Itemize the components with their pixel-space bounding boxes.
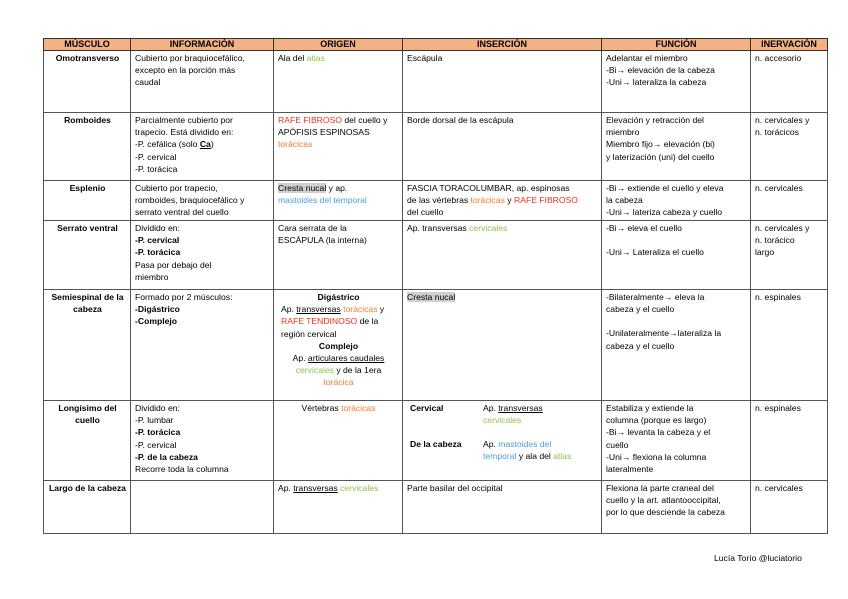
info-line: excepto en la porción más <box>135 65 236 76</box>
info-line: Parcialmente cubierto por <box>135 115 233 125</box>
muscle-name: Esplenio <box>44 181 131 221</box>
info-cell <box>131 290 274 401</box>
info-line: Dividido en: <box>135 223 180 233</box>
cervicales-term: cervicales <box>469 223 508 233</box>
origin-text: y <box>377 304 385 315</box>
info-line: Recorre toda la columna <box>135 464 229 475</box>
info-cell <box>131 401 274 481</box>
transversas-term: transversas <box>293 483 338 493</box>
toracicas-term: torácicas <box>470 195 505 206</box>
header-musculo: MÚSCULO <box>44 39 131 51</box>
rafe-tendinoso-term: RAFE TENDINOSO <box>281 316 358 327</box>
info-line: -Complejo <box>135 316 178 327</box>
cervicales-term: cervicales <box>340 483 379 493</box>
function-cell <box>602 221 751 290</box>
innervation-line: n. accesorio <box>755 53 802 63</box>
function-line: Flexiona la parte craneal del <box>606 483 714 493</box>
function-line: por lo que desciende la cabeza <box>606 507 725 518</box>
transversas-term: transversas <box>498 403 543 413</box>
origin-text: ESCÁPULA (la interna) <box>278 235 367 246</box>
insertion-text: FASCIA TORACOLUMBAR, ap. espinosas <box>407 183 570 193</box>
function-line: miembro <box>606 127 640 138</box>
row-serrato-ventral <box>44 221 828 290</box>
function-cell <box>602 290 751 401</box>
innervation-line: n. torácicos <box>755 127 799 138</box>
origin-subtable <box>278 291 399 389</box>
header-informacion: INFORMACIÓN <box>131 39 274 51</box>
info-line: -P. torácica <box>135 163 178 174</box>
function-line: -Uni→ Lateraliza el cuello <box>606 247 704 258</box>
complejo-origin <box>278 352 399 389</box>
origin-text: Ap. <box>278 483 294 493</box>
origin-text: Ap. <box>281 304 297 315</box>
innervation-line: n. cervicales <box>755 483 803 493</box>
info-cell <box>131 113 274 181</box>
function-line: Miembro fijo→ elevación (bi) <box>606 139 715 150</box>
cabeza-insertion <box>480 438 598 462</box>
origin-text: Cara serrata de la <box>278 223 347 233</box>
origin-cell <box>274 481 403 534</box>
info-line: Cubierto por trapecio, <box>135 183 218 193</box>
info-line: -P. de la cabeza <box>135 451 198 462</box>
origin-cell <box>274 113 403 181</box>
cresta-nucal-term: Cresta nucal <box>407 292 456 302</box>
innervation-line: largo <box>755 247 775 258</box>
info-line: -P. torácica <box>135 247 181 258</box>
cervicales-term: cervicales <box>483 415 522 426</box>
function-line: columna (porque es largo) <box>606 415 707 426</box>
complejo-title: Complejo <box>318 340 359 351</box>
row-semiespinal <box>44 290 828 401</box>
insertion-text: y <box>504 195 514 206</box>
origin-cell <box>274 290 403 401</box>
cervicales-term: cervicales <box>295 365 334 376</box>
origin-text: Vértebras <box>301 403 342 413</box>
function-line: -Bi→ extiende el cuello y eleva <box>606 183 724 193</box>
function-line: Adelantar el miembro <box>606 53 688 63</box>
function-line: -Bi→ elevación de la cabeza <box>606 65 715 76</box>
innervation-line: n. cervicales y <box>755 115 810 125</box>
function-cell <box>602 51 751 113</box>
innervation-cell <box>751 113 828 181</box>
row-largo-cabeza <box>44 481 828 534</box>
info-paren: ) <box>210 139 214 150</box>
innervation-cell <box>751 290 828 401</box>
info-line: Dividido en: <box>135 403 180 413</box>
insertion-text: de las vértebras <box>407 195 471 206</box>
info-line: -P. lumbar <box>135 415 174 426</box>
origin-text: y de la 1era <box>333 365 382 376</box>
info-line: serrato ventral del cuello <box>135 207 229 218</box>
insertion-text: Parte basilar del occipital <box>407 483 503 493</box>
insertion-text: y ala del <box>516 451 554 462</box>
info-cell <box>131 221 274 290</box>
info-line: romboides, braquiocefálico y <box>135 195 245 206</box>
muscle-name: Largo de la cabeza <box>44 481 131 534</box>
header-inervacion: INERVACIÓN <box>751 39 828 51</box>
info-line: -P. cefálica (solo <box>135 139 200 150</box>
function-line: la cabeza <box>606 195 643 206</box>
innervation-line: n. cervicales y <box>755 223 810 233</box>
insertion-cell <box>403 290 602 401</box>
insertion-cell <box>403 221 602 290</box>
origin-text: Ap. <box>292 353 308 364</box>
insertion-text: Ap. <box>483 439 499 449</box>
author-credit: Lucía Torío @luciatorio <box>714 553 802 563</box>
rafe-fibroso-term: RAFE FIBROSO <box>278 115 342 125</box>
info-line: Formado por 2 músculos: <box>135 292 233 302</box>
insertion-cell <box>403 113 602 181</box>
atlas-term: atlas <box>553 451 572 462</box>
cervical-insertion <box>480 402 598 438</box>
ca-abbrev: Ca <box>199 139 211 150</box>
innervation-line: n. espinales <box>755 403 801 413</box>
digastrico-title: Digástrico <box>317 292 360 302</box>
function-line: y laterización (uni) del cuello <box>606 151 715 162</box>
function-cell <box>602 113 751 181</box>
atlas-term: atlas <box>306 53 325 63</box>
insertion-text: Borde dorsal de la escápula <box>407 115 514 125</box>
header-origen: ORIGEN <box>274 39 403 51</box>
mastoides-term: mastoides del temporal <box>278 195 367 206</box>
cervical-label: Cervical <box>410 403 444 413</box>
info-line: miembro <box>135 271 169 282</box>
innervation-cell <box>751 221 828 290</box>
articulares-term: articulares caudales <box>307 353 385 364</box>
insertion-cell <box>403 51 602 113</box>
function-line: lateralmente <box>606 464 654 475</box>
innervation-line: n. cervicales <box>755 183 803 193</box>
mastoides-term: mastoides del <box>498 439 552 449</box>
innervation-cell <box>751 481 828 534</box>
innervation-line: n. espinales <box>755 292 801 302</box>
insertion-cell <box>403 401 602 481</box>
function-cell <box>602 401 751 481</box>
muscle-table <box>43 38 828 534</box>
function-line: cabeza y el cuello <box>606 304 675 315</box>
insertion-text: Ap. <box>483 403 499 413</box>
insertion-text: Escápula <box>407 53 443 63</box>
innervation-cell <box>751 181 828 221</box>
innervation-cell <box>751 401 828 481</box>
origin-cell <box>274 401 403 481</box>
origin-text: región cervical <box>281 328 337 339</box>
muscle-name: Longísimo del cuello <box>44 401 131 481</box>
info-cell <box>131 181 274 221</box>
insertion-subtable <box>407 402 598 462</box>
temporal-term: temporal <box>483 451 517 462</box>
digastrico-origin <box>278 303 399 340</box>
function-line: cuello y la art. atlantooccipital, <box>606 495 721 506</box>
origin-cell <box>274 181 403 221</box>
info-line: trapecio. Está dividido en: <box>135 127 234 138</box>
origin-text: y ap. <box>326 183 348 193</box>
toracica-term: torácica <box>323 377 354 388</box>
info-line: -P. cervical <box>135 151 177 162</box>
header-funcion: FUNCIÓN <box>602 39 751 51</box>
muscle-name: Romboides <box>44 113 131 181</box>
cabeza-label: De la cabeza <box>410 439 462 449</box>
row-omotransverso <box>44 51 828 113</box>
info-cell <box>131 51 274 113</box>
info-line: -P. cervical <box>135 439 177 450</box>
toracicas-term: torácicas <box>343 304 378 315</box>
row-romboides <box>44 113 828 181</box>
info-line: Cubierto por braquiocefálico, <box>135 53 245 63</box>
info-line: -P. cervical <box>135 235 180 246</box>
insertion-cell <box>403 181 602 221</box>
origin-text: del cuello y <box>341 115 388 125</box>
header-row <box>44 39 828 51</box>
function-line: cuello <box>606 439 629 450</box>
function-line: -Bi→ levanta la cabeza y el <box>606 427 711 438</box>
function-line: Elevación y retracción del <box>606 115 704 125</box>
origin-cell <box>274 221 403 290</box>
toracicas-term: torácicas <box>341 403 376 413</box>
muscle-name: Serrato ventral <box>44 221 131 290</box>
function-line: cabeza y el cuello <box>606 340 675 351</box>
function-cell <box>602 181 751 221</box>
function-line: -Unilateralmente→lateraliza la <box>606 328 722 339</box>
transversas-term: transversas <box>296 304 341 315</box>
insertion-text: del cuello <box>407 207 444 218</box>
function-line: -Uni→ flexiona la columna <box>606 451 707 462</box>
info-line: -P. torácica <box>135 427 181 438</box>
row-longisimo <box>44 401 828 481</box>
function-line: Estabiliza y extiende la <box>606 403 694 413</box>
rafe-fibroso-term: RAFE FIBROSO <box>514 195 578 206</box>
function-line: -Bilateralmente→ eleva la <box>606 292 705 302</box>
info-cell <box>131 481 274 534</box>
row-esplenio <box>44 181 828 221</box>
header-insercion: INSERCIÓN <box>403 39 602 51</box>
function-line: -Bi→ eleva el cuello <box>606 223 682 233</box>
info-line: Pasa por debajo del <box>135 259 212 270</box>
toracicas-term: torácicas <box>278 139 313 150</box>
info-line: -Digástrico <box>135 304 180 315</box>
origin-cell <box>274 51 403 113</box>
innervation-line: n. torácico <box>755 235 795 246</box>
insertion-text: Ap. transversas <box>407 223 470 233</box>
innervation-cell <box>751 51 828 113</box>
insertion-cell <box>403 481 602 534</box>
function-line: -Uni→ lateraliza la cabeza <box>606 77 707 88</box>
muscle-name: Omotransverso <box>44 51 131 113</box>
function-line: -Uni→ lateriza cabeza y cuello <box>606 207 723 218</box>
origin-text: APÓFISIS ESPINOSAS <box>278 127 370 138</box>
info-line: caudal <box>135 77 161 88</box>
cresta-nucal-term: Cresta nucal <box>278 183 327 193</box>
muscle-name: Semiespinal de la cabeza <box>44 290 131 401</box>
function-cell <box>602 481 751 534</box>
origin-text: Ala del <box>278 53 307 63</box>
origin-text: de la <box>357 316 379 327</box>
